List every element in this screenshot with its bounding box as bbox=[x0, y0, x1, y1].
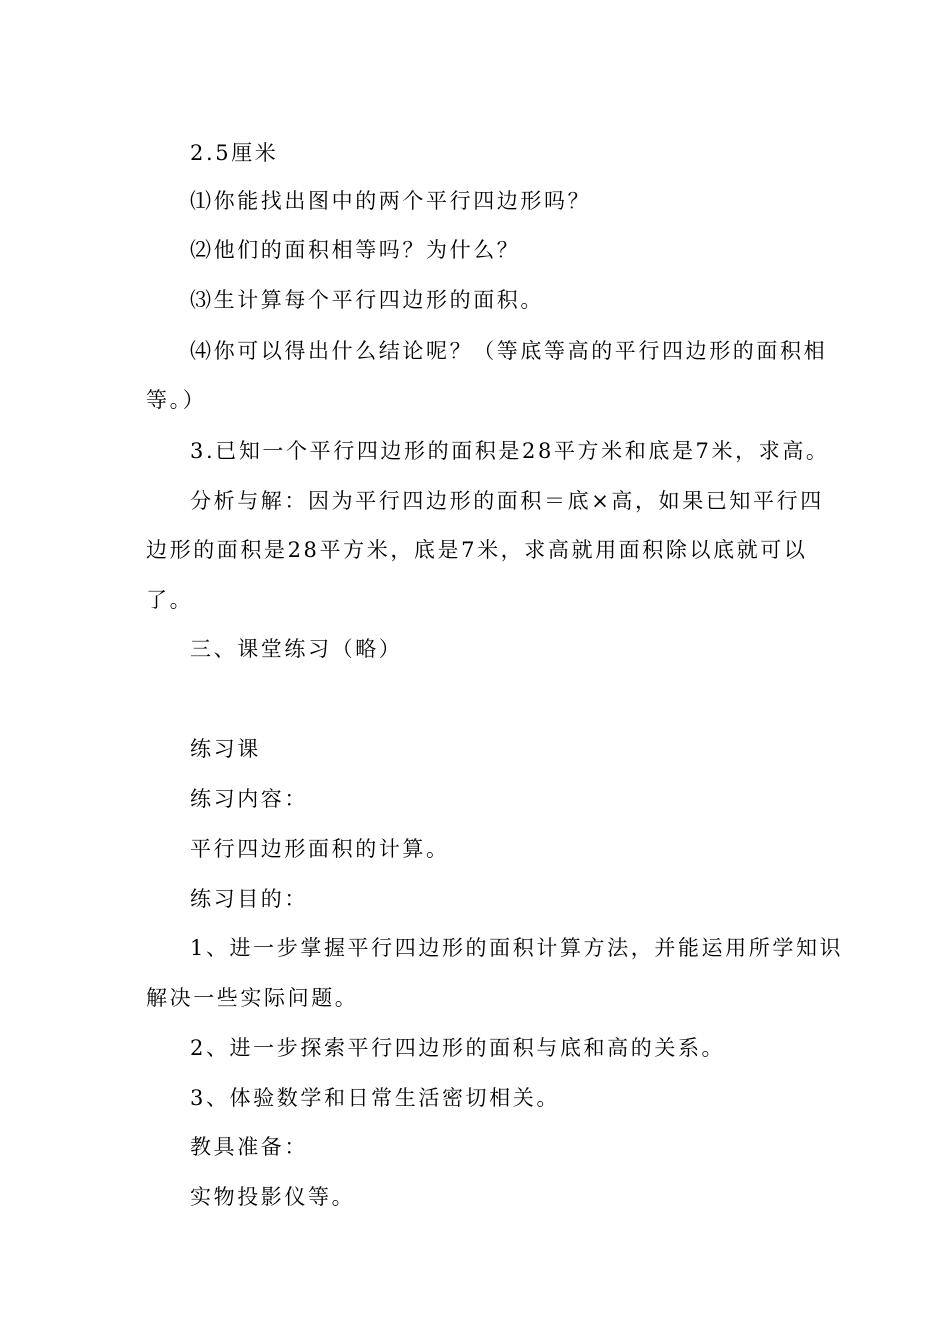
text-line: 解决一些实际问题。 bbox=[146, 986, 359, 1010]
text-line: 等。） bbox=[146, 388, 207, 412]
text-line: ⑶生计算每个平行四边形的面积。 bbox=[190, 288, 544, 312]
text-line: ⑷你可以得出什么结论呢？（等底等高的平行四边形的面积相 bbox=[190, 339, 828, 363]
text-line: ⑴你能找出图中的两个平行四边形吗？ bbox=[190, 189, 592, 213]
text-line: 2.5厘米 bbox=[190, 141, 279, 165]
text-line: 练习课 bbox=[190, 737, 261, 761]
text-line: 了。 bbox=[146, 588, 194, 612]
text-line: 教具准备： bbox=[190, 1135, 308, 1159]
text-line: 3.已知一个平行四边形的面积是28平方米和底是7米，求高。 bbox=[190, 439, 830, 463]
text-line: 实物投影仪等。 bbox=[190, 1185, 356, 1209]
text-line: ⑵他们的面积相等吗？为什么？ bbox=[190, 238, 521, 262]
text-line: 边形的面积是28平方米，底是7米，求高就用面积除以底就可以 bbox=[146, 538, 808, 562]
text-line: 1、进一步掌握平行四边形的面积计算方法，并能运用所学知识 bbox=[190, 936, 844, 960]
text-line: 分析与解：因为平行四边形的面积＝底×高，如果已知平行四 bbox=[190, 489, 824, 513]
text-line: 练习目的： bbox=[190, 887, 308, 911]
text-line: 2、进一步探索平行四边形的面积与底和高的关系。 bbox=[190, 1036, 726, 1060]
text-line: 平行四边形面积的计算。 bbox=[190, 837, 450, 861]
text-line: 3、体验数学和日常生活密切相关。 bbox=[190, 1086, 560, 1110]
text-line: 三、课堂练习（略） bbox=[190, 637, 403, 661]
text-line: 练习内容： bbox=[190, 787, 308, 811]
